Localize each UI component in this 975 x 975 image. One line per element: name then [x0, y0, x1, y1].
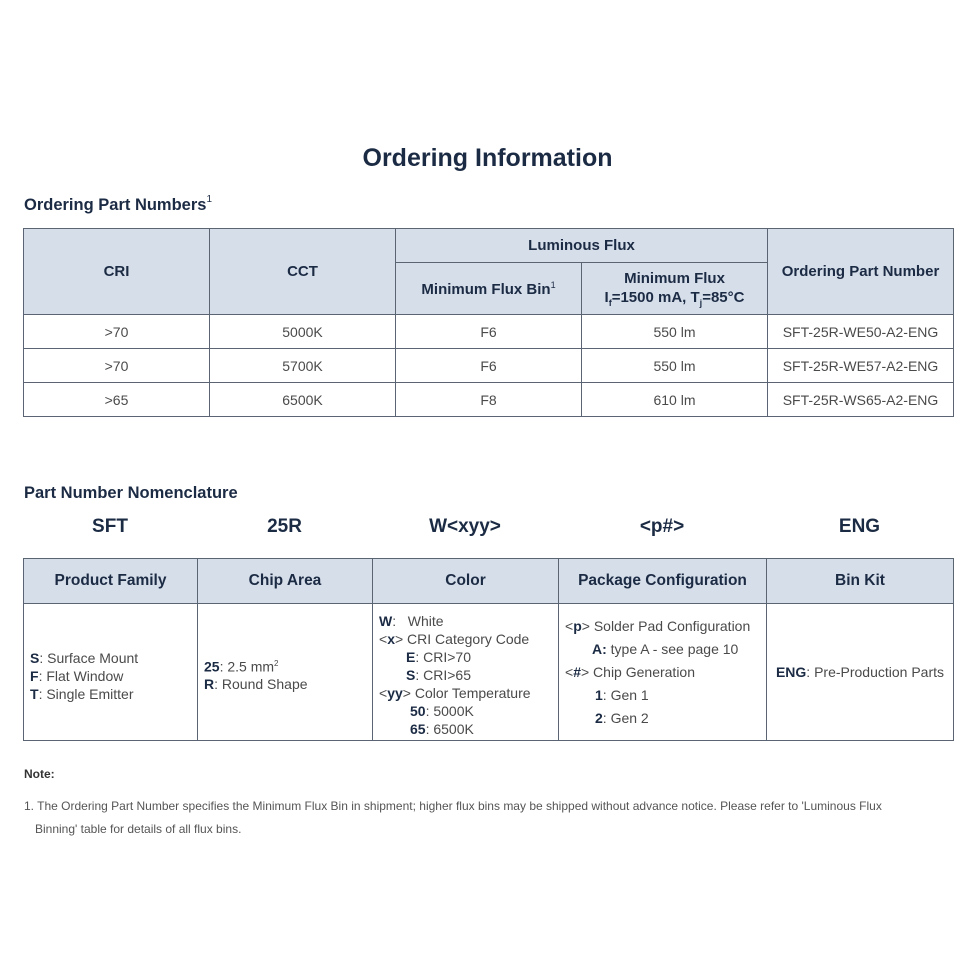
footnote-ref: 1	[206, 194, 213, 205]
key: F	[30, 668, 39, 684]
code-color: W<xyy>	[429, 516, 501, 537]
cell-cri: >70	[24, 315, 210, 349]
cell-part-number: SFT-25R-WE57-A2-ENG	[768, 349, 954, 383]
key: p	[573, 617, 582, 634]
header-product-family: Product Family	[24, 559, 198, 604]
table-row	[24, 604, 954, 741]
key: T	[30, 686, 39, 702]
cell-bin: F6	[396, 349, 582, 383]
desc: : CRI>70	[415, 649, 471, 665]
cell-cri: >70	[24, 349, 210, 383]
ordering-part-numbers-table	[23, 228, 954, 417]
header-min-flux	[582, 263, 768, 315]
code-package: <p#>	[639, 516, 685, 537]
cell-cct: 6500K	[210, 383, 396, 417]
min-flux-conditions	[582, 288, 767, 309]
key: x	[387, 631, 395, 647]
table-row	[24, 383, 954, 417]
ordering-title-text: Ordering Part Numbers	[24, 196, 207, 214]
cell-flux: 550 lm	[582, 315, 768, 349]
ordering-part-numbers-title	[24, 196, 212, 215]
cond-if-val: =1500 mA, T	[611, 288, 700, 306]
key: 65	[410, 721, 426, 737]
desc: > CRI Category Code	[394, 631, 530, 647]
header-chip-area: Chip Area	[198, 559, 373, 604]
key: S	[30, 650, 40, 666]
key: yy	[387, 685, 403, 701]
header-bin-kit: Bin Kit	[767, 559, 954, 604]
bracket: <	[379, 631, 388, 647]
key: #	[573, 663, 581, 680]
desc: type A - see page 10	[606, 640, 739, 657]
cell-cri: >65	[24, 383, 210, 417]
desc: : 6500K	[425, 721, 474, 737]
key: 25	[204, 658, 220, 675]
cell-cct: 5700K	[210, 349, 396, 383]
desc: : Pre-Production Parts	[806, 664, 945, 680]
header-cct: CCT	[210, 229, 396, 315]
key: 50	[410, 703, 426, 719]
key: W	[379, 613, 393, 629]
note-text	[24, 795, 954, 841]
cell-product-family	[24, 604, 198, 741]
table-row	[24, 349, 954, 383]
nomenclature-title: Part Number Nomenclature	[24, 484, 238, 502]
desc: : CRI>65	[415, 667, 471, 683]
key: S	[406, 667, 416, 683]
bracket: <	[565, 663, 574, 680]
cell-flux: 550 lm	[582, 349, 768, 383]
table-row	[24, 315, 954, 349]
note-line-2: Binning' table for details of all flux bins.	[35, 822, 242, 836]
code-chip-area: 25R	[267, 516, 302, 537]
cell-color	[373, 604, 559, 741]
cond-if-sub: f	[608, 297, 612, 308]
key: A:	[592, 640, 607, 657]
nomenclature-codes	[23, 516, 953, 538]
note-line-1: 1. The Ordering Part Number specifies the Minimum Flux Bin in shipment; higher flux bins may be shipped without advance notice. Please refer to 'Luminous Flux	[24, 799, 882, 813]
cell-bin: F6	[396, 315, 582, 349]
cond-tj-val: =85°C	[702, 288, 745, 306]
desc: : Single Emitter	[38, 686, 134, 702]
code-bin-kit: ENG	[838, 516, 881, 537]
desc: : White	[392, 613, 444, 629]
key: E	[406, 649, 416, 665]
footnote-ref: 1	[550, 279, 556, 290]
desc: : Flat Window	[38, 668, 124, 684]
cell-part-number: SFT-25R-WS65-A2-ENG	[768, 383, 954, 417]
desc: : Surface Mount	[39, 650, 139, 666]
header-min-flux-bin	[396, 263, 582, 315]
squared-sup: 2	[274, 658, 279, 668]
cell-chip-area	[198, 604, 373, 741]
desc: : Gen 1	[602, 686, 649, 703]
note-title: Note:	[24, 767, 55, 781]
bracket: <	[565, 617, 574, 634]
cell-cct: 5000K	[210, 315, 396, 349]
header-part-number: Ordering Part Number	[768, 229, 954, 315]
desc: : Gen 2	[602, 709, 649, 726]
header-color: Color	[373, 559, 559, 604]
cell-package-configuration	[559, 604, 767, 741]
key: 1	[595, 686, 603, 703]
code-family: SFT	[92, 516, 128, 537]
key: 2	[595, 709, 603, 726]
desc: : 2.5 mm	[219, 658, 275, 675]
desc: > Color Temperature	[402, 685, 531, 701]
cell-flux: 610 lm	[582, 383, 768, 417]
min-flux-bin-label: Minimum Flux Bin	[421, 280, 551, 298]
desc: > Solder Pad Configuration	[581, 617, 751, 634]
min-flux-label: Minimum Flux	[624, 269, 725, 287]
header-luminous-flux: Luminous Flux	[396, 229, 768, 263]
cell-part-number: SFT-25R-WE50-A2-ENG	[768, 315, 954, 349]
nomenclature-table	[23, 558, 954, 741]
cell-bin-kit	[767, 604, 954, 741]
cell-bin: F8	[396, 383, 582, 417]
bracket: <	[379, 685, 388, 701]
page-title: Ordering Information	[362, 144, 613, 172]
desc: > Chip Generation	[580, 663, 696, 680]
key: R	[204, 676, 215, 693]
header-package-configuration: Package Configuration	[559, 559, 767, 604]
desc: : 5000K	[425, 703, 474, 719]
header-cri: CRI	[24, 229, 210, 315]
key: ENG	[775, 664, 807, 680]
cond-tj-sub: j	[699, 297, 703, 308]
cond-if: I	[604, 288, 609, 306]
desc: : Round Shape	[214, 676, 308, 693]
